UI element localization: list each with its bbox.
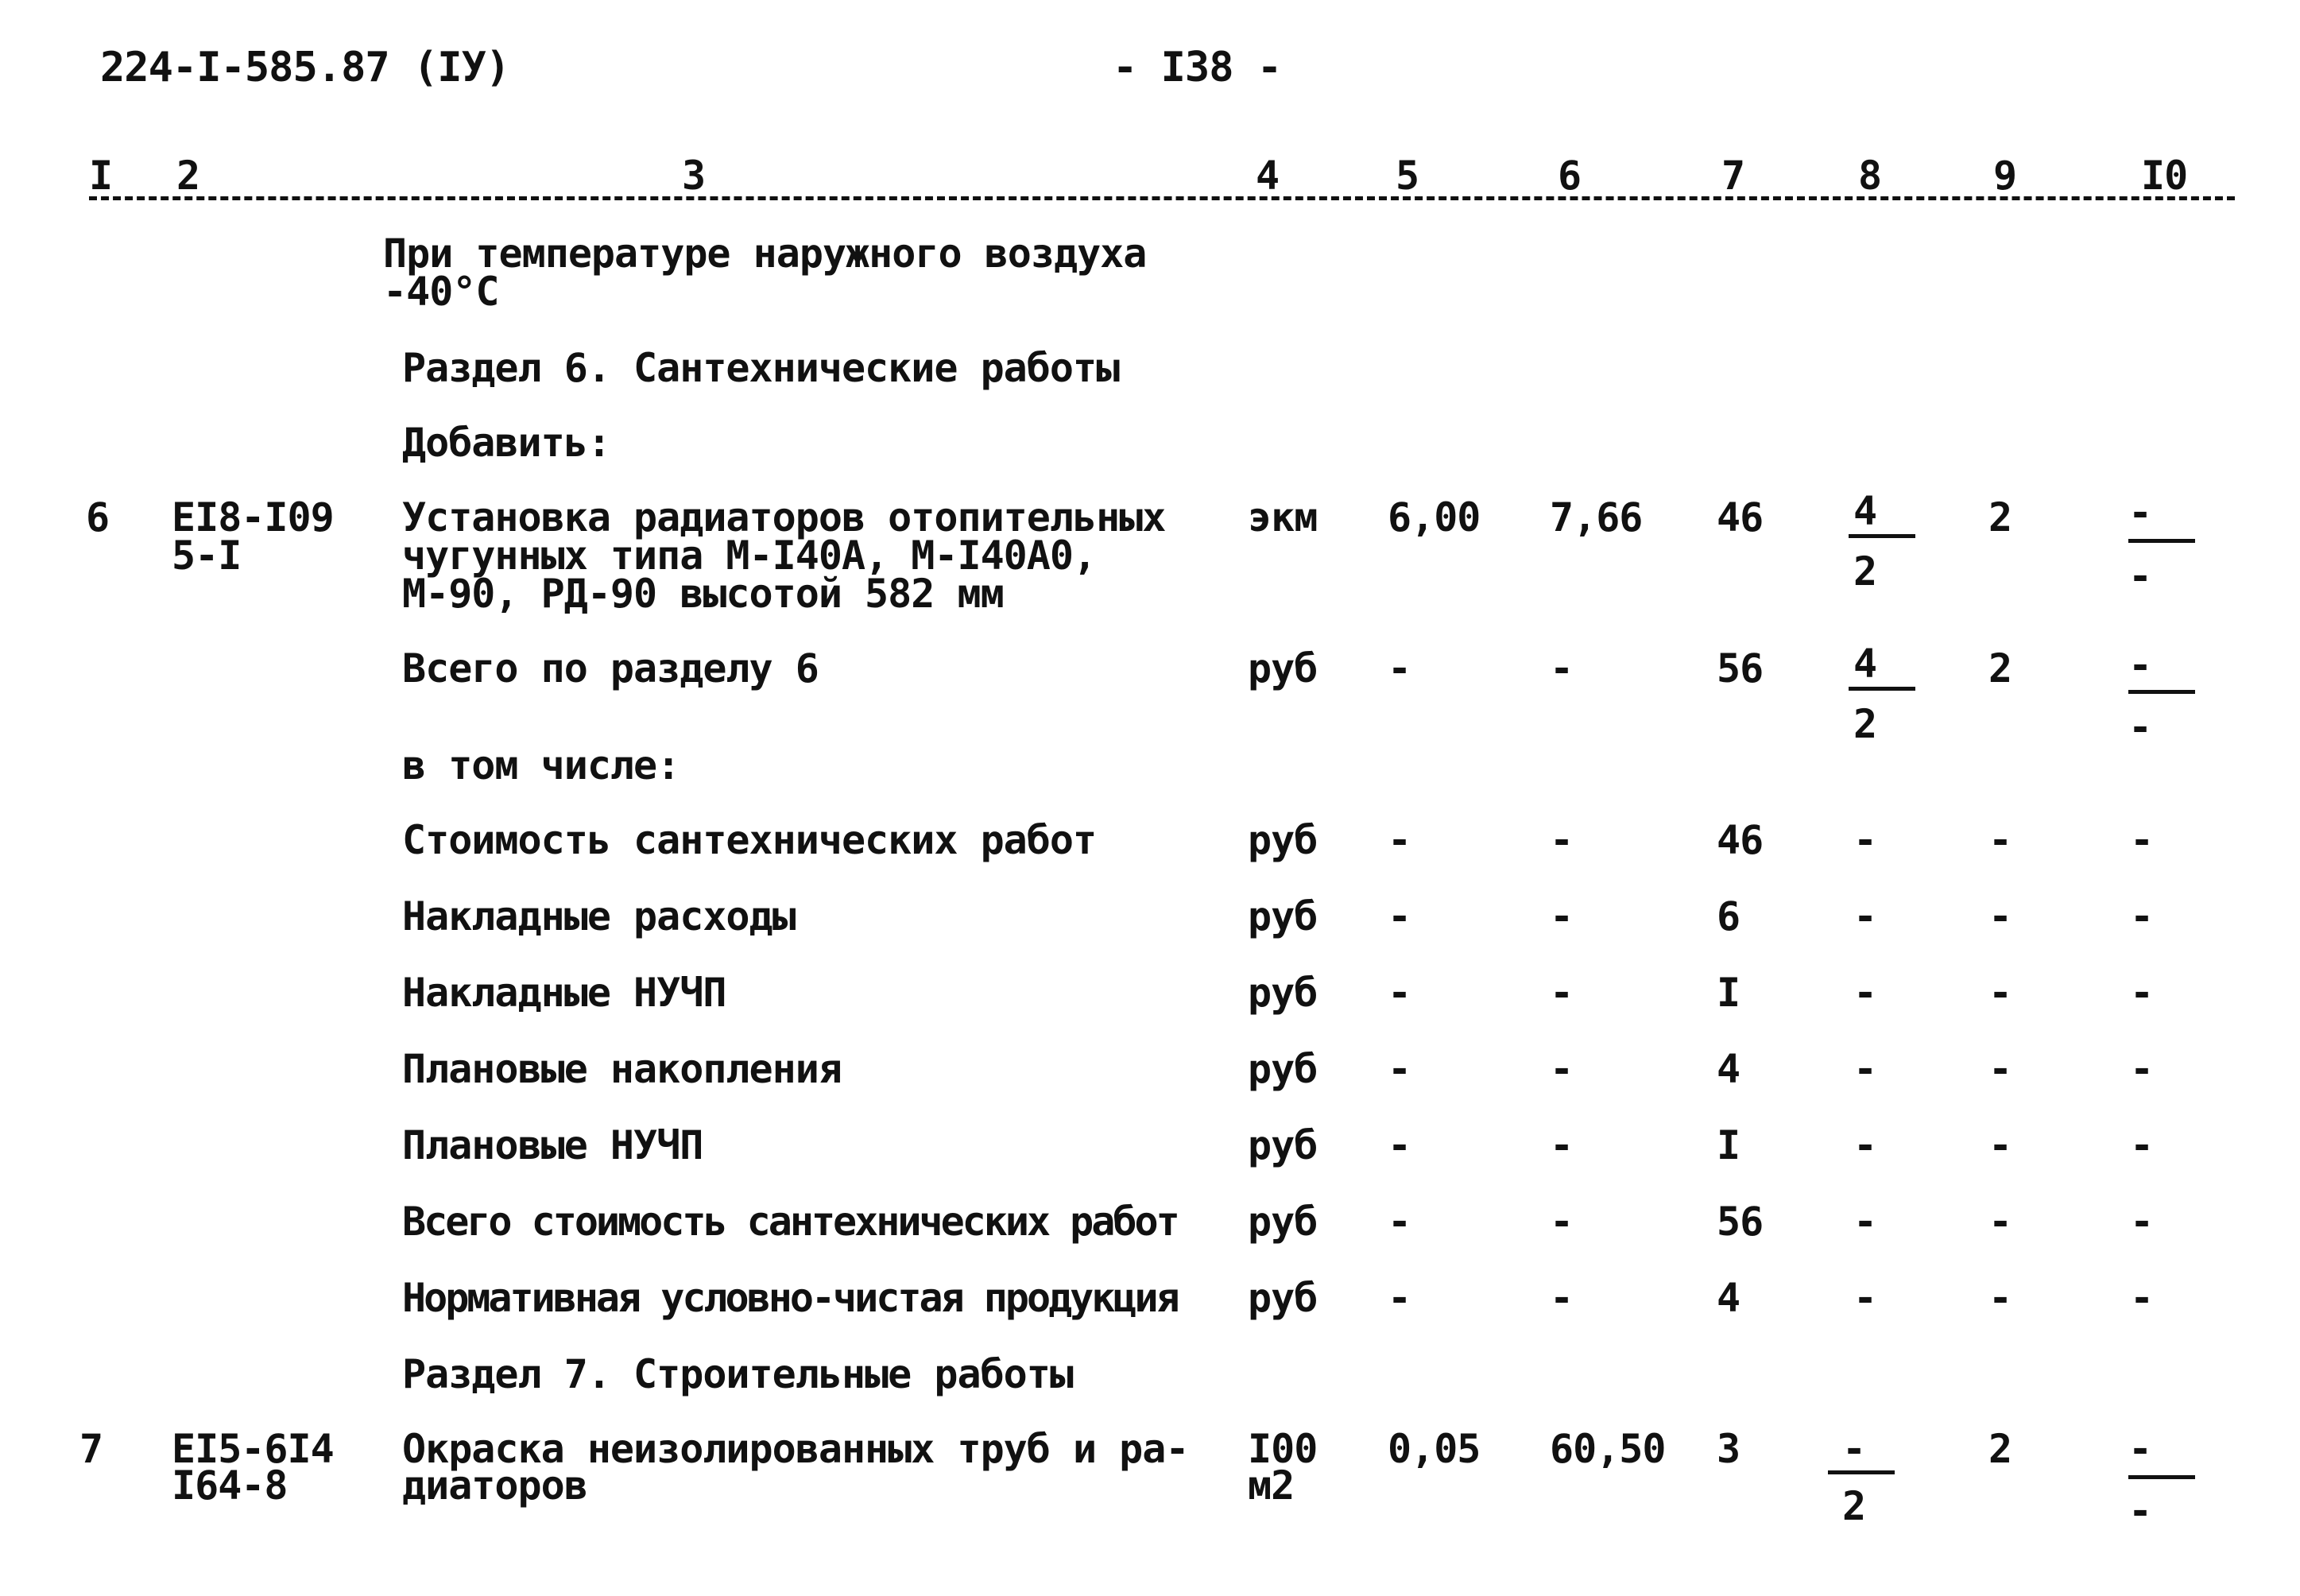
unit: руб	[1248, 1046, 1318, 1092]
col8-value: -	[1853, 1275, 1877, 1321]
breakdown-label: Плановые НУЧП	[402, 1122, 703, 1168]
total-cost: 4	[1717, 1275, 1740, 1321]
col6-value: -	[1550, 893, 1574, 939]
breakdown-label: Накладные расходы	[402, 893, 796, 939]
breakdown-label: Накладные НУЧП	[402, 970, 726, 1016]
col8-value: -	[1853, 817, 1877, 863]
col8-value: -	[1853, 1199, 1877, 1245]
col6-value: -	[1550, 970, 1574, 1016]
col8-denominator: 2	[1853, 548, 1877, 595]
quantity: 0,05	[1388, 1426, 1481, 1472]
total-cost: 46	[1717, 494, 1764, 540]
col-header-9: 9	[1993, 153, 2017, 199]
col10-numerator: -	[2128, 647, 2152, 684]
col10-value: -	[2130, 817, 2154, 863]
section-7-title: Раздел 7. Строительные работы	[402, 1351, 1073, 1397]
intro-line-2: -40°С	[383, 269, 499, 315]
breakdown-label: Стоимость сантехнических работ	[402, 817, 1097, 863]
col10-value: -	[2130, 893, 2154, 939]
total-cost: 6	[1717, 893, 1740, 939]
col9-value: -	[1988, 1046, 2012, 1092]
col8-value: -	[1853, 1046, 1877, 1092]
col10-denominator: -	[2128, 709, 2152, 746]
col10-numerator: -	[2128, 494, 2152, 531]
col9-value: 2	[1988, 645, 2012, 691]
col8-fraction-line	[1828, 1470, 1895, 1474]
col5-value: -	[1388, 1199, 1411, 1245]
col10-fraction-line	[2128, 1475, 2195, 1479]
col-header-2: 2	[176, 153, 200, 199]
col6-value: -	[1550, 1275, 1574, 1321]
col8-numerator: -	[1842, 1431, 1866, 1467]
col9-value: 2	[1988, 1426, 2012, 1472]
col6-value: -	[1550, 1122, 1574, 1168]
total-cost: 3	[1717, 1426, 1740, 1472]
norm-code-line-1: EI8-I09	[172, 494, 334, 540]
intro-line-1: При температуре наружного воздуха	[383, 230, 1147, 277]
section-6-add-label: Добавить:	[402, 420, 610, 466]
unit: руб	[1248, 893, 1318, 939]
col10-denominator: -	[2128, 558, 2152, 595]
breakdown-label: Всего стоимость сантехнических работ	[402, 1199, 1178, 1245]
item-name-line-2: чугунных типа М-I40A, М-I40A0,	[402, 533, 1097, 579]
including-label: в том числе:	[402, 742, 680, 788]
col9-value: -	[1988, 1199, 2012, 1245]
col-header-1: I	[89, 153, 113, 199]
unit: руб	[1248, 1122, 1318, 1168]
col10-denominator: -	[2128, 1493, 2152, 1529]
col5-value: -	[1388, 645, 1411, 691]
page-number: - I38 -	[1113, 44, 1282, 91]
col5-value: -	[1388, 893, 1411, 939]
col9-value: -	[1988, 970, 2012, 1016]
unit-line-1: I00	[1248, 1426, 1318, 1472]
quantity: 6,00	[1388, 494, 1481, 540]
col6-value: -	[1550, 645, 1574, 691]
col10-value: -	[2130, 1122, 2154, 1168]
col5-value: -	[1388, 1122, 1411, 1168]
breakdown-label: Плановые накопления	[402, 1046, 842, 1092]
col5-value: -	[1388, 1275, 1411, 1321]
col9-value: -	[1988, 1122, 2012, 1168]
norm-code-line-2: I64-8	[172, 1462, 288, 1509]
item-name-line-3: М-90, РД-90 высотой 582 мм	[402, 571, 1004, 617]
col6-value: -	[1550, 1199, 1574, 1245]
unit: руб	[1248, 1199, 1318, 1245]
col8-denominator: 2	[1842, 1483, 1866, 1529]
col5-value: -	[1388, 1046, 1411, 1092]
unit: руб	[1248, 970, 1318, 1016]
unit-line-2: м2	[1248, 1462, 1295, 1509]
total-cost: 56	[1717, 645, 1764, 691]
unit: руб	[1248, 817, 1318, 863]
unit-price: 7,66	[1550, 494, 1643, 540]
unit: руб	[1248, 645, 1318, 691]
col-header-6: 6	[1558, 153, 1582, 199]
col10-fraction-line	[2128, 539, 2195, 543]
col8-numerator: 4	[1853, 488, 1877, 534]
col5-value: -	[1388, 970, 1411, 1016]
norm-code-line-1: EI5-6I4	[172, 1426, 334, 1472]
col8-value: -	[1853, 893, 1877, 939]
col9-value: -	[1988, 817, 2012, 863]
breakdown-label: Нормативная условно-чистая продукция	[402, 1275, 1178, 1321]
col6-value: -	[1550, 1046, 1574, 1092]
unit-price: 60,50	[1550, 1426, 1666, 1472]
col9-value: 2	[1988, 494, 2012, 540]
section-6-title: Раздел 6. Сантехнические работы	[402, 345, 1120, 391]
col8-fraction-line	[1849, 534, 1915, 538]
col10-value: -	[2130, 1199, 2154, 1245]
col-header-5: 5	[1396, 153, 1419, 199]
col-header-4: 4	[1256, 153, 1280, 199]
total-cost: 46	[1717, 817, 1764, 863]
col5-value: -	[1388, 817, 1411, 863]
col8-numerator: 4	[1853, 641, 1877, 687]
unit: руб	[1248, 1275, 1318, 1321]
col8-denominator: 2	[1853, 701, 1877, 747]
col-header-8: 8	[1858, 153, 1882, 199]
col10-value: -	[2130, 1275, 2154, 1321]
col10-value: -	[2130, 1046, 2154, 1092]
col10-value: -	[2130, 970, 2154, 1016]
col6-value: -	[1550, 817, 1574, 863]
col10-numerator: -	[2128, 1431, 2152, 1467]
header-rule	[89, 196, 2235, 200]
col8-value: -	[1853, 970, 1877, 1016]
total-cost: I	[1717, 1122, 1740, 1168]
col-header-7: 7	[1721, 153, 1745, 199]
row-number: 7	[79, 1426, 103, 1472]
item-name-line-1: Окраска неизолированных труб и ра-	[402, 1426, 1189, 1472]
document-code: 224-I-585.87 (IУ)	[100, 44, 510, 91]
col9-value: -	[1988, 893, 2012, 939]
col-header-3: 3	[682, 153, 706, 199]
unit: экм	[1248, 494, 1318, 540]
total-cost: 56	[1717, 1199, 1764, 1245]
row-number: 6	[86, 494, 110, 540]
item-name-line-2: диаторов	[402, 1462, 587, 1509]
col10-fraction-line	[2128, 690, 2195, 694]
norm-code-line-2: 5-I	[172, 533, 242, 579]
col8-value: -	[1853, 1122, 1877, 1168]
total-label: Всего по разделу 6	[402, 645, 819, 691]
col8-fraction-line	[1849, 687, 1915, 691]
item-name-line-1: Установка радиаторов отопительных	[402, 494, 1166, 540]
total-cost: 4	[1717, 1046, 1740, 1092]
total-cost: I	[1717, 970, 1740, 1016]
col9-value: -	[1988, 1275, 2012, 1321]
col-header-10: I0	[2141, 153, 2188, 199]
